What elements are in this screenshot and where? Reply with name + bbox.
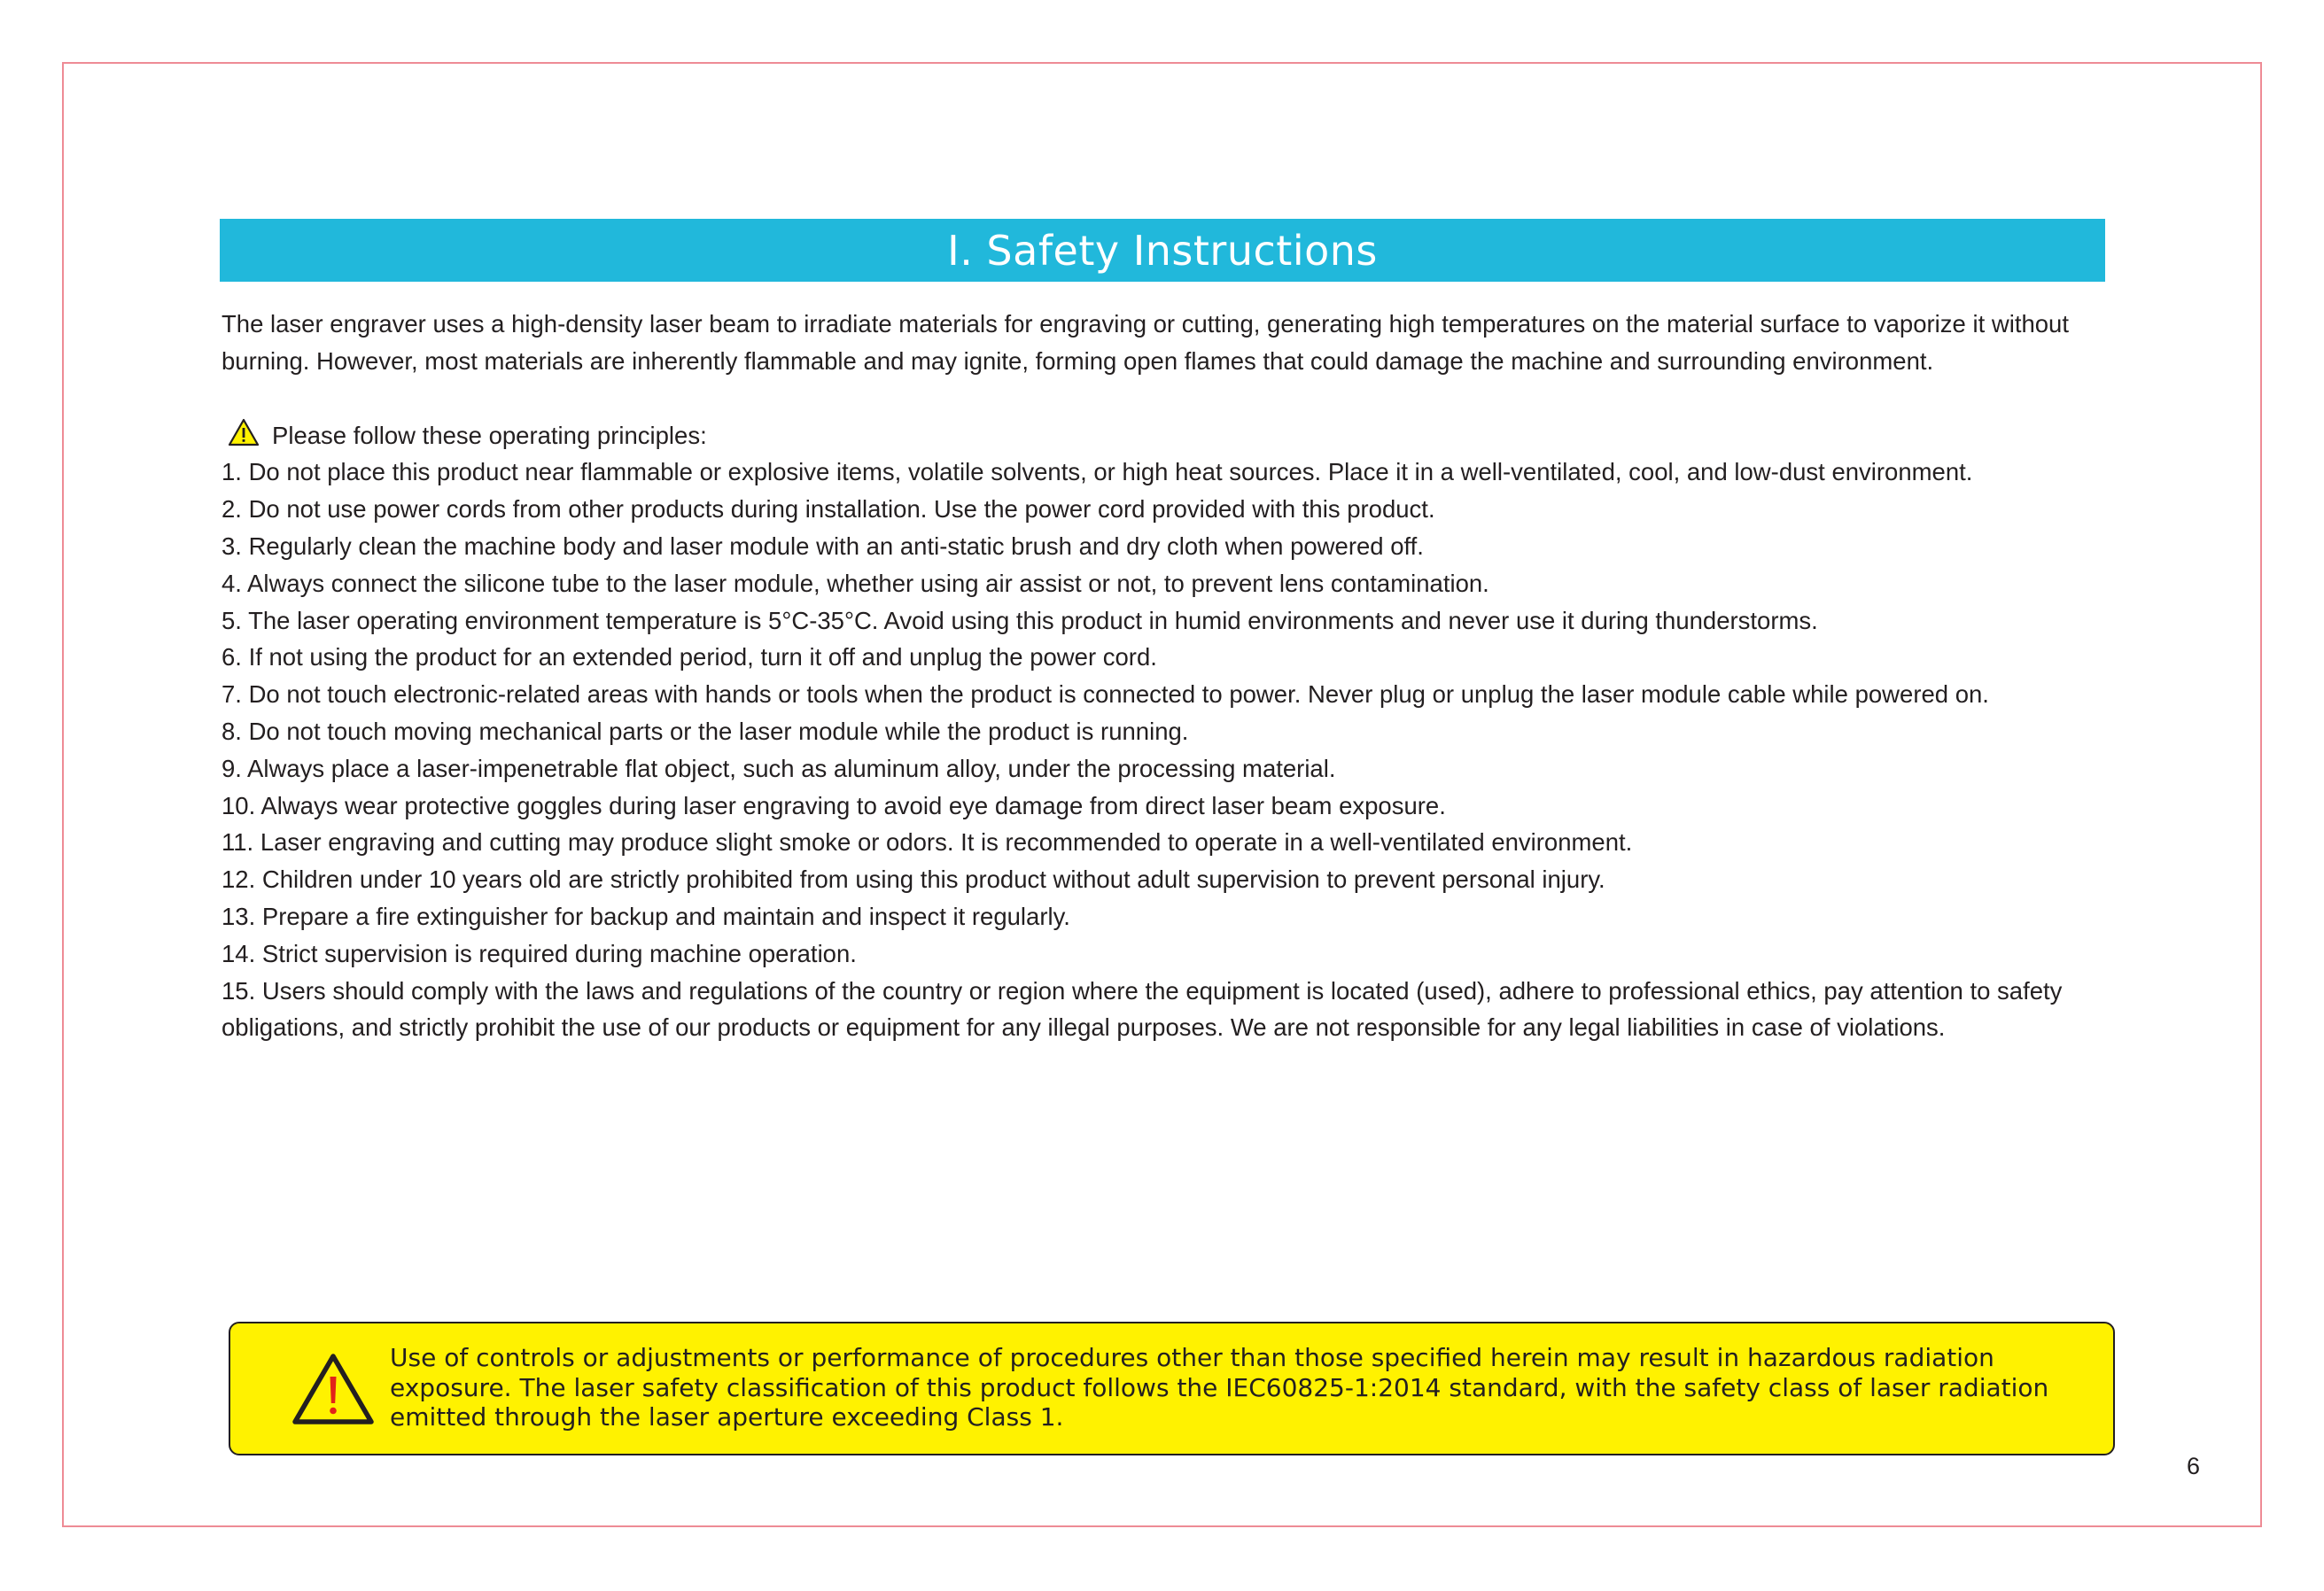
page-title: I. Safety Instructions xyxy=(947,226,1378,275)
list-item: 4. Always connect the silicone tube to the laser module, whether using air assist or not, to prevent lens contamination. xyxy=(222,569,1489,597)
principles-heading xyxy=(222,417,2113,454)
warning-exclamation-icon xyxy=(291,1352,376,1426)
warning-triangle-icon xyxy=(228,418,260,446)
list-item: 12. Children under 10 years old are strictly prohibited from using this product without adult supervision to prevent personal injury. xyxy=(222,865,1605,894)
list-item: 2. Do not use power cords from other products during installation. Use the power cord provided with this product. xyxy=(222,495,1435,524)
list-item: 13. Prepare a fire extinguisher for backup and maintain and inspect it regularly. xyxy=(222,902,1070,930)
page-number: 6 xyxy=(2187,1453,2201,1479)
list-item: 5. The laser operating environment temperature is 5°C-35°C. Avoid using this product in humid environments and never use it during thunderstorms. xyxy=(222,606,1818,634)
principles-heading-text: Please follow these operating principles: xyxy=(272,421,707,449)
list-item: 9. Always place a laser-impenetrable flat object, such as aluminum alloy, under the processing material. xyxy=(222,754,1336,782)
list-item: 11. Laser engraving and cutting may produce slight smoke or odors. It is recommended to operate in a well-ventilated environment. xyxy=(222,828,1633,857)
safety-content xyxy=(222,306,2113,1046)
list-item: 6. If not using the product for an extended period, turn it off and unplug the power cord. xyxy=(222,643,1157,671)
list-item: 3. Regularly clean the machine body and laser module with an anti-static brush and dry cloth when powered off. xyxy=(222,532,1424,560)
safety-rules-list xyxy=(222,454,2113,1046)
radiation-warning-box xyxy=(229,1322,2115,1455)
section-title-bar xyxy=(220,219,2105,282)
list-item: 14. Strict supervision is required during machine operation. xyxy=(222,939,857,967)
list-item: 15. Users should comply with the laws and regulations of the country or region where the equipment is located (used), adhere to professional ethics, pay attention to safety obligations, and strictly prohibit the use of our products or equipment for any illegal purposes. We are not responsible for any legal liabilities in case of violations. xyxy=(222,976,2063,1042)
intro-paragraph: The laser engraver uses a high-density laser beam to irradiate materials for engraving or cutting, generating high temperatures on the material surface to vaporize it without burning. However, most materials are inherently flammable and may ignite, forming open flames that could damage the machine and surrounding environment. xyxy=(222,310,2069,375)
warning-text: Use of controls or adjustments or performance of procedures other than those specified herein may result in hazardous radiation exposure. The laser safety classification of this product follows the IEC60825-1:2014 standard, with the safety class of laser radiation emitted through the laser aperture exceeding Class 1. xyxy=(390,1343,2049,1432)
list-item: 8. Do not touch moving mechanical parts or the laser module while the product is running. xyxy=(222,717,1189,745)
list-item: 1. Do not place this product near flammable or explosive items, volatile solvents, or high heat sources. Place it in a well-ventilated, cool, and low-dust environment. xyxy=(222,458,1973,486)
list-item: 7. Do not touch electronic-related areas with hands or tools when the product is connected to power. Never plug or unplug the laser module cable while powered on. xyxy=(222,680,1989,709)
list-item: 10. Always wear protective goggles during laser engraving to avoid eye damage from direct laser beam exposure. xyxy=(222,791,1446,819)
